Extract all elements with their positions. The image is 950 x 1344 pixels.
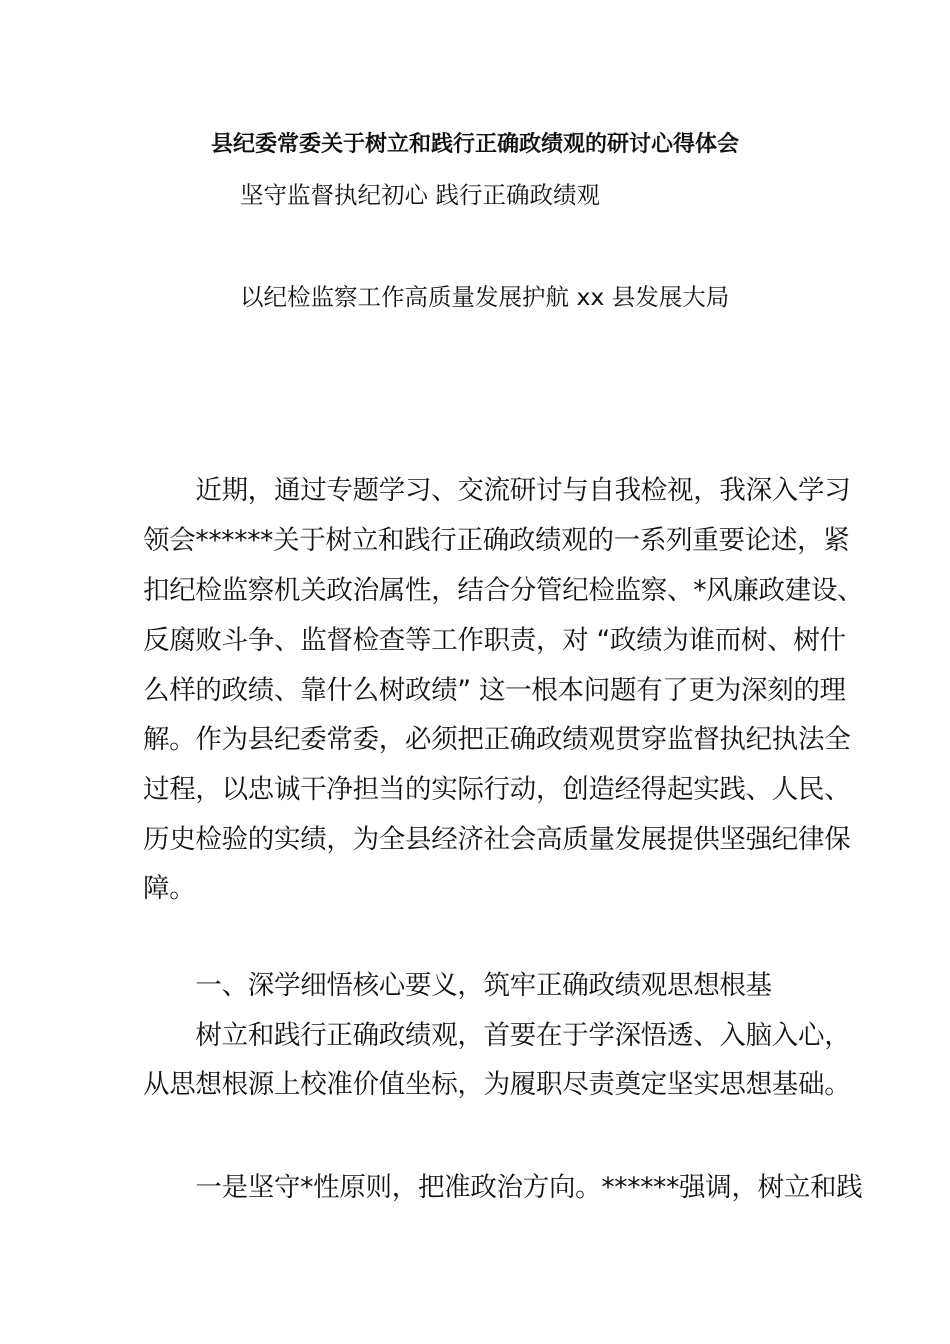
paragraph-line: 么样的政绩、靠什么树政绩” 这一根本问题有了更为深刻的理 [143, 675, 846, 706]
paragraph-line: 历史检验的实绩，为全县经济社会高质量发展提供坚强纪律保 [143, 824, 851, 855]
paragraph-line: 树立和践行正确政绩观，首要在于学深悟透、入脑入心， [143, 1020, 851, 1051]
paragraph-line: 一是坚守*性原则，把准政治方向。******强调，树立和践 [143, 1172, 863, 1203]
paragraph-line: 从思想根源上校准价值坐标，为履职尽责奠定坚实思想基础。 [143, 1069, 851, 1100]
document-title: 县纪委常委关于树立和践行正确政绩观的研讨心得体会 [210, 132, 739, 157]
paragraph-line: 领会******关于树立和践行正确政绩观的一系列重要论述，紧 [143, 525, 850, 556]
paragraph-line: 障。 [143, 873, 196, 904]
paragraph-line: 反腐败斗争、监督检查等工作职责，对 “政绩为谁而树、树什 [143, 625, 846, 656]
subtitle-1: 坚守监督执纪初心 践行正确政绩观 [240, 181, 600, 209]
paragraph-line: 扣纪检监察机关政治属性，结合分管纪检监察、*风廉政建设、 [143, 575, 864, 606]
paragraph-line: 近期，通过专题学习、交流研讨与自我检视，我深入学习 [143, 475, 851, 506]
subtitle-2: 以纪检监察工作高质量发展护航 xx 县发展大局 [240, 283, 730, 311]
section-heading: 一、深学细悟核心要义，筑牢正确政绩观思想根基 [143, 970, 772, 1001]
paragraph-line: 解。作为县纪委常委，必须把正确政绩观贯穿监督执纪执法全 [143, 724, 851, 755]
paragraph-line: 过程，以忠诚干净担当的实际行动，创造经得起实践、人民、 [143, 774, 851, 805]
